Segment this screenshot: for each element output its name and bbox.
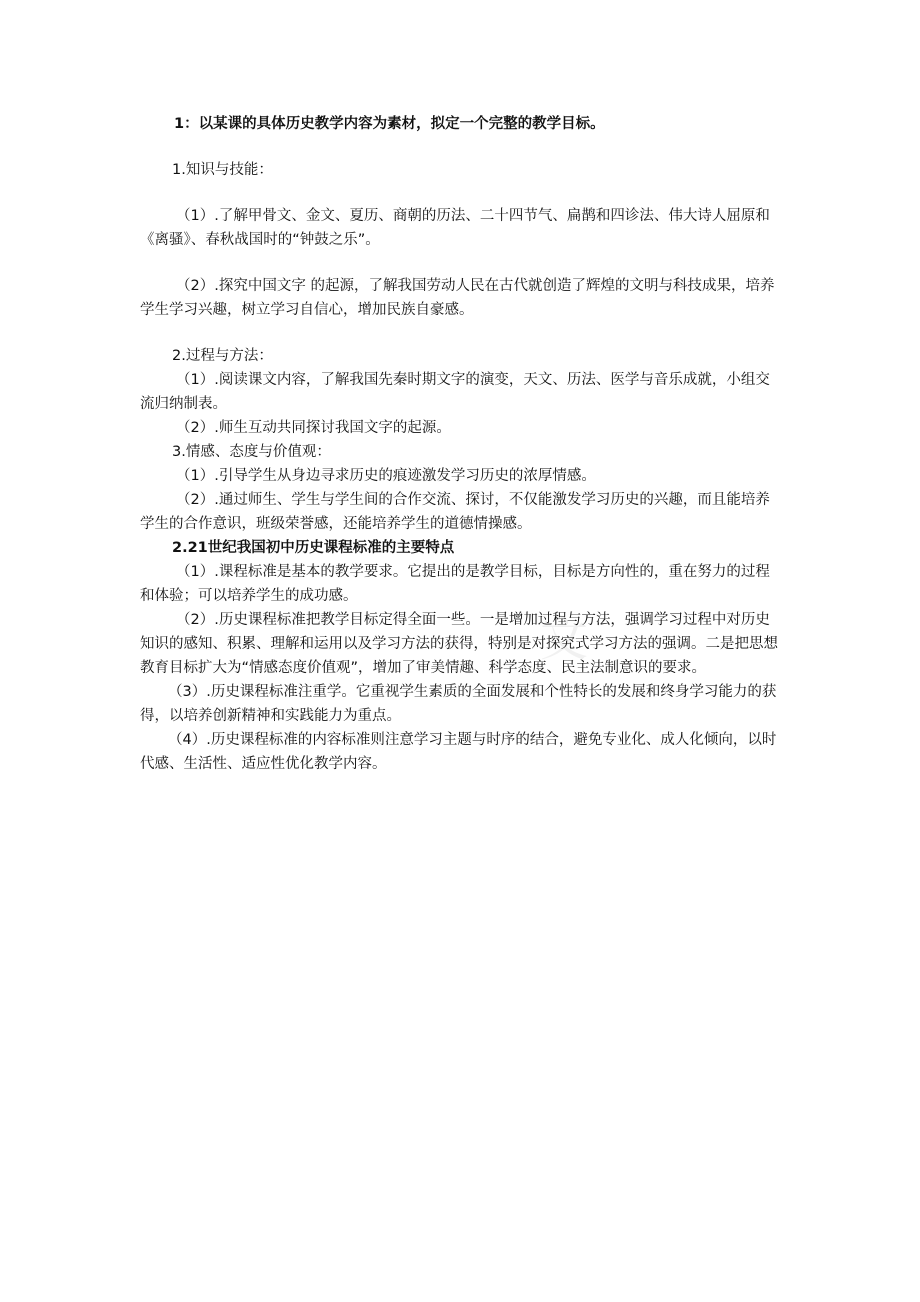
section3-heading: 3.情感、态度与价值观：: [172, 444, 331, 460]
part2-item-2: （2）.历史课程标准把教学目标定得全面一些。一是增加过程与方法，强调学习过程中对历史知识的感知、积累、理解和运用以及学习方法的获得，特别是对探究式学习方法的强调。二是把思想教育目标扩大为“情感态度价值观”，增加了审美情趣、科学态度、民主法制意识的要求。: [140, 612, 778, 676]
section2-item-2: （2）.师生互动共同探讨我国文字的起源。: [176, 420, 451, 436]
part2-heading: 2.21世纪我国初中历史课程标准的主要特点: [172, 540, 455, 556]
part2-item-3: （3）.历史课程标准注重学。它重视学生素质的全面发展和个性特长的发展和终身学习能力的获得，以培养创新精神和实践能力为重点。: [140, 684, 777, 724]
section3-item-2: （2）.通过师生、学生与学生间的合作交流、探讨，不仅能激发学习历史的兴趣，而且能培养学生的合作意识，班级荣誉感，还能培养学生的道德情操感。: [140, 492, 770, 532]
part2-item-4: （4）.历史课程标准的内容标准则注意学习主题与时序的结合，避免专业化、成人化倾向，以时代感、生活性、适应性优化教学内容。: [140, 732, 777, 772]
watermark-mark: 文: [540, 611, 589, 667]
section1-heading: 1.知识与技能：: [172, 162, 273, 178]
document-title: 1：以某课的具体历史教学内容为素材，拟定一个完整的教学目标。: [174, 116, 605, 132]
document-body: [140, 112, 784, 776]
section2-heading: 2.过程与方法：: [172, 348, 273, 364]
section1-item-1: （1）.了解甲骨文、金文、夏历、商朝的历法、二十四节气、扁鹊和四诊法、伟大诗人屈原和《离骚》、春秋战国时的“钟鼓之乐”。: [140, 208, 770, 248]
section2-item-1: （1）.阅读课文内容，了解我国先秦时期文字的演变，天文、历法、医学与音乐成就，小组交流归纳制表。: [140, 372, 770, 412]
section1-item-2: （2）.探究中国文字 的起源，了解我国劳动人民在古代就创造了辉煌的文明与科技成果，培养学生学习兴趣，树立学习自信心，增加民族自豪感。: [140, 278, 775, 318]
part2-item-1: （1）.课程标准是基本的教学要求。它提出的是教学目标，目标是方向性的，重在努力的过程和体验；可以培养学生的成功感。: [140, 564, 770, 604]
section3-item-1: （1）.引导学生从身边寻求历史的痕迹激发学习历史的浓厚情感。: [176, 468, 596, 484]
